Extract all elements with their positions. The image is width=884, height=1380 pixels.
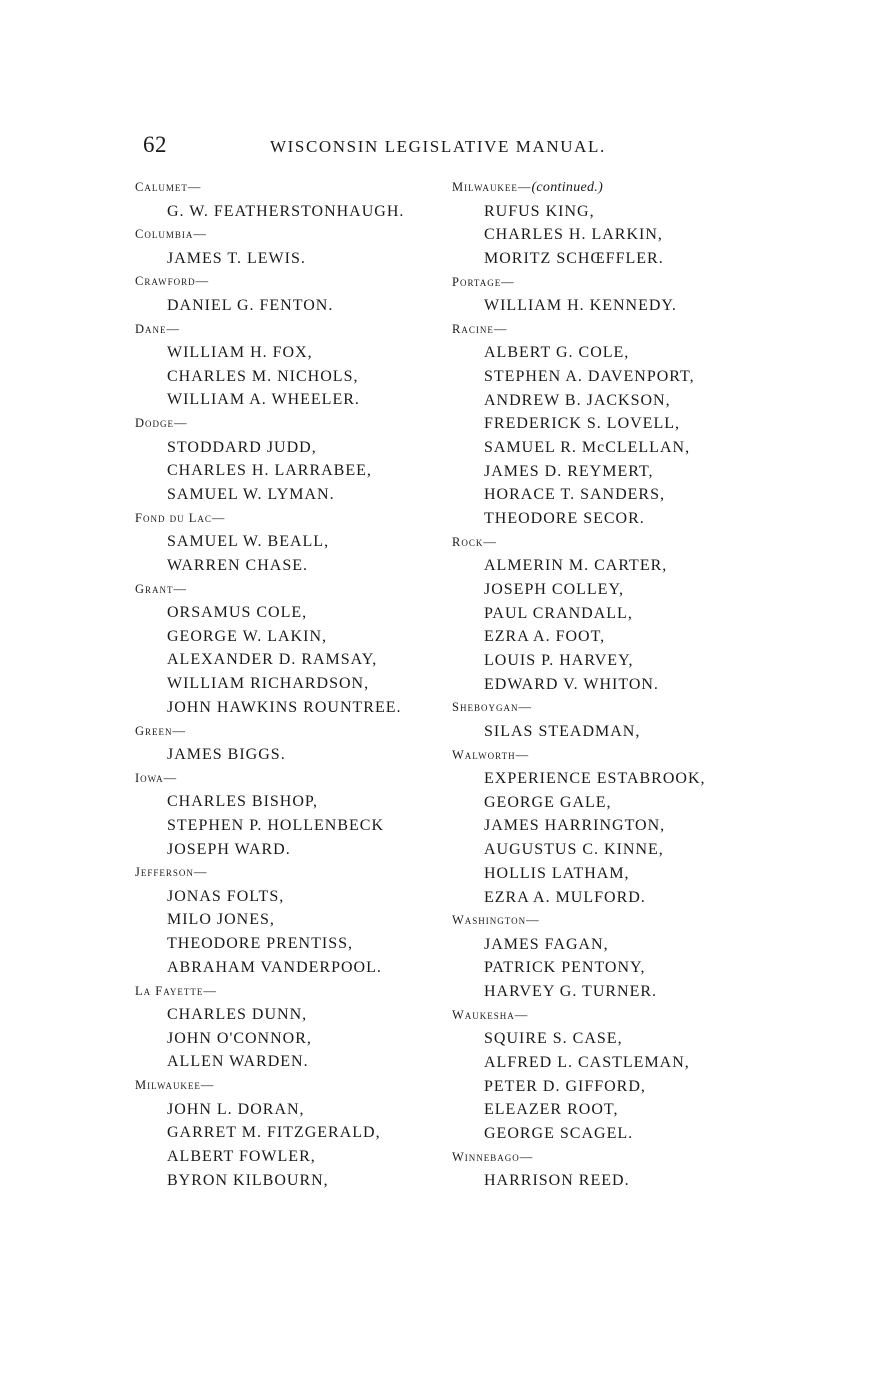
member-name: JAMES HARRINGTON, xyxy=(484,817,666,835)
member-name: EXPERIENCE ESTABROOK, xyxy=(484,770,706,788)
page-number: 62 xyxy=(143,132,167,157)
county-name: Columbia— xyxy=(135,227,207,242)
county-name: Grant— xyxy=(135,581,188,596)
county-name: Green— xyxy=(135,723,187,738)
county-heading xyxy=(135,318,465,342)
member-name: ALMERIN M. CARTER, xyxy=(484,557,668,575)
member-name: STEPHEN A. DAVENPORT, xyxy=(484,367,695,385)
member-name: STEPHEN P. HOLLENBECK xyxy=(167,816,385,834)
county-heading xyxy=(135,980,465,1004)
member-name: BYRON KILBOURN, xyxy=(167,1171,329,1189)
member-name: WILLIAM A. WHEELER. xyxy=(167,391,360,409)
member-name: ALFRED L. CASTLEMAN, xyxy=(484,1053,690,1071)
right-column xyxy=(452,176,762,1193)
county-heading xyxy=(135,412,465,436)
member-name: JOHN HAWKINS ROUNTREE. xyxy=(167,698,402,716)
county-name: Rock— xyxy=(452,534,497,549)
member-name: JAMES T. LEWIS. xyxy=(167,249,306,267)
member-name: EDWARD V. WHITON. xyxy=(484,675,659,693)
county-heading xyxy=(452,1146,762,1170)
member-name: ALEXANDER D. RAMSAY, xyxy=(167,651,378,669)
member-name: MORITZ SCHŒFFLER. xyxy=(484,249,664,267)
county-name: Fond du Lac— xyxy=(135,510,226,525)
member-name: GEORGE W. LAKIN, xyxy=(167,627,327,645)
county-name: Iowa— xyxy=(135,770,178,785)
county-name: Calumet— xyxy=(135,180,202,194)
member-name: CHARLES H. LARKIN, xyxy=(484,226,663,244)
member-name: JONAS FOLTS, xyxy=(167,887,285,905)
member-name: THEODORE SECOR. xyxy=(484,510,645,528)
county-heading xyxy=(452,531,762,555)
county-heading xyxy=(135,223,465,247)
member-name: PETER D. GIFFORD, xyxy=(484,1077,646,1095)
member-name: CHARLES DUNN, xyxy=(167,1006,308,1023)
county-heading xyxy=(135,767,465,791)
continued-note: (continued.) xyxy=(531,180,604,195)
member-name: CHARLES H. LARRABEE, xyxy=(167,462,372,480)
member-name: HARRISON REED. xyxy=(484,1172,630,1190)
member-name: GEORGE GALE, xyxy=(484,793,612,811)
member-name: ANDREW B. JACKSON, xyxy=(484,391,671,409)
member-name: SAMUEL R. McCLELLAN, xyxy=(484,439,691,456)
member-name: ABRAHAM VANDERPOOL. xyxy=(167,958,382,976)
county-name: Crawford— xyxy=(135,274,210,289)
member-name: WILLIAM RICHARDSON, xyxy=(167,675,370,693)
member-name: EZRA A. FOOT, xyxy=(484,628,606,646)
county-name: Dane— xyxy=(135,321,181,336)
member-name: SAMUEL W. BEALL, xyxy=(167,533,330,551)
county-heading xyxy=(452,176,762,200)
county-heading xyxy=(135,720,465,744)
member-name: PAUL CRANDALL, xyxy=(484,604,633,622)
county-name: Milwaukee— xyxy=(452,180,532,194)
member-name: THEODORE PRENTISS, xyxy=(167,935,354,953)
member-name: ELEAZER ROOT, xyxy=(484,1101,619,1119)
member-name: ALLEN WARDEN. xyxy=(167,1053,309,1071)
member-name: G. W. FEATHERSTONHAUGH. xyxy=(167,202,405,220)
county-heading xyxy=(452,909,762,933)
county-name: Walworth— xyxy=(452,747,530,762)
member-name: JOHN O'CONNOR, xyxy=(167,1029,312,1047)
county-heading xyxy=(135,861,465,885)
member-name: JAMES FAGAN, xyxy=(484,935,609,953)
county-heading xyxy=(135,507,465,531)
county-name: Milwaukee— xyxy=(135,1078,215,1093)
member-name: SAMUEL W. LYMAN. xyxy=(167,486,335,503)
member-name: DANIEL G. FENTON. xyxy=(167,296,334,314)
member-name: MILO JONES, xyxy=(167,911,275,929)
left-column xyxy=(135,176,465,1192)
county-heading xyxy=(452,318,762,342)
county-name: Waukesha— xyxy=(452,1007,529,1022)
page-header xyxy=(0,132,884,162)
county-heading xyxy=(452,1004,762,1028)
county-heading xyxy=(452,271,762,295)
county-heading xyxy=(452,744,762,768)
member-name: WILLIAM H. KENNEDY. xyxy=(484,297,677,315)
member-name: EZRA A. MULFORD. xyxy=(484,888,646,906)
county-name: Racine— xyxy=(452,321,508,336)
member-name: SQUIRE S. CASE, xyxy=(484,1030,623,1048)
member-name: GEORGE SCAGEL. xyxy=(484,1125,634,1142)
member-name: JOHN L. DORAN, xyxy=(167,1100,305,1118)
member-name: ALBERT FOWLER, xyxy=(167,1147,316,1165)
member-name: JAMES BIGGS. xyxy=(167,746,286,763)
member-name: WILLIAM H. FOX, xyxy=(167,344,313,362)
county-name: Dodge— xyxy=(135,416,188,431)
member-name: CHARLES M. NICHOLS, xyxy=(167,367,359,385)
county-heading xyxy=(135,176,465,200)
member-name: LOUIS P. HARVEY, xyxy=(484,652,634,669)
member-name: JOSEPH WARD. xyxy=(167,840,291,858)
member-name: JAMES D. REYMERT, xyxy=(484,462,654,480)
member-name: FREDERICK S. LOVELL, xyxy=(484,415,680,433)
county-heading xyxy=(135,578,465,602)
county-name: Jefferson— xyxy=(135,865,208,880)
county-name: Winnebago— xyxy=(452,1149,534,1164)
member-name: HORACE T. SANDERS, xyxy=(484,486,665,504)
member-name: JOSEPH COLLEY, xyxy=(484,580,624,598)
county-heading xyxy=(452,696,762,720)
member-name: RUFUS KING, xyxy=(484,202,595,220)
member-name: HOLLIS LATHAM, xyxy=(484,864,630,882)
county-name: La Fayette— xyxy=(135,983,217,998)
county-name: Sheboygan— xyxy=(452,700,532,715)
member-name: HARVEY G. TURNER. xyxy=(484,983,658,1001)
member-name: ORSAMUS COLE, xyxy=(167,604,308,622)
county-heading xyxy=(135,1074,465,1098)
running-title: WISCONSIN LEGISLATIVE MANUAL. xyxy=(270,137,606,156)
member-name: CHARLES BISHOP, xyxy=(167,793,319,811)
member-name: PATRICK PENTONY, xyxy=(484,959,646,977)
member-name: GARRET M. FITZGERALD, xyxy=(167,1124,381,1142)
county-name: Washington— xyxy=(452,913,540,928)
member-name: STODDARD JUDD, xyxy=(167,438,317,456)
member-name: AUGUSTUS C. KINNE, xyxy=(484,841,664,859)
county-name: Portage— xyxy=(452,274,515,289)
member-name: WARREN CHASE. xyxy=(167,556,309,574)
county-heading xyxy=(135,270,465,294)
member-name: ALBERT G. COLE, xyxy=(484,344,630,362)
member-name: SILAS STEADMAN, xyxy=(484,722,641,740)
